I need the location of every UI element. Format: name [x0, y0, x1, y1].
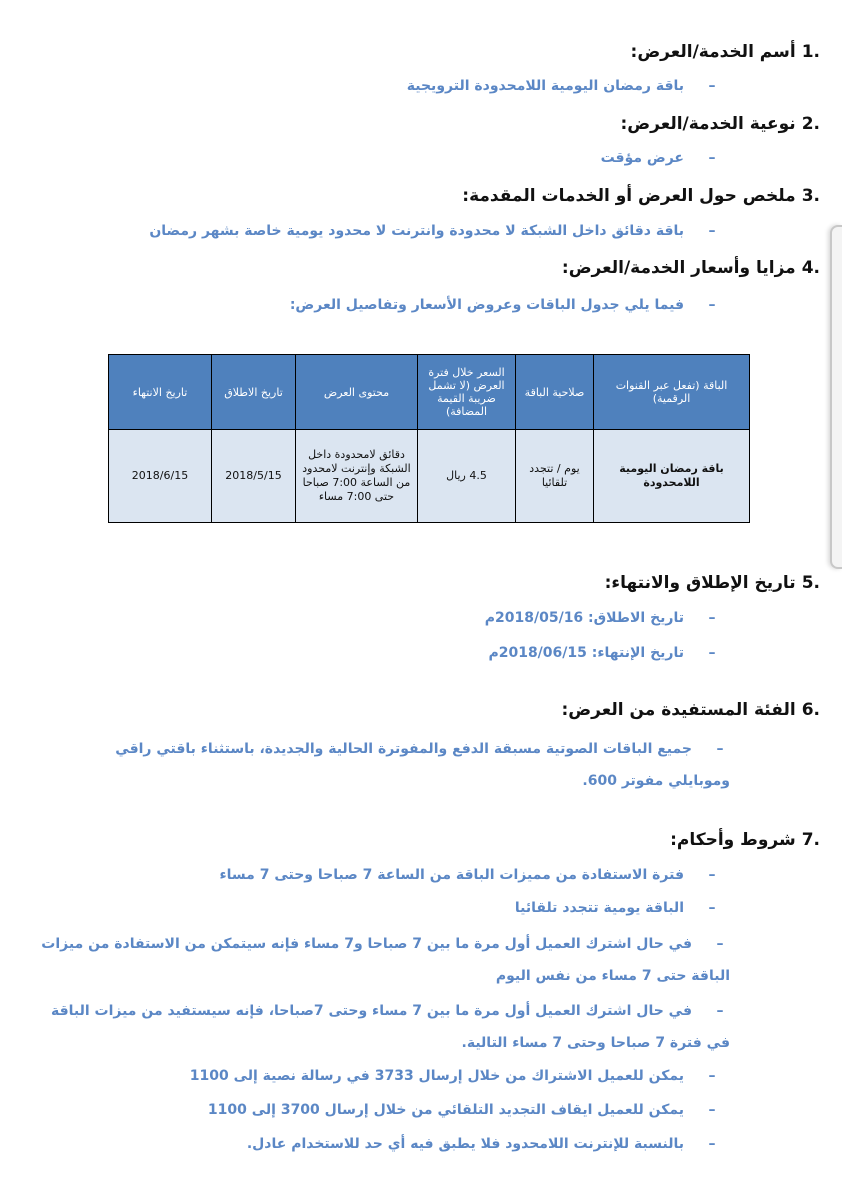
section-title: أسم الخدمة/العرض: — [630, 42, 796, 62]
list-item: –بالنسبة للإنترنت اللامحدود فلا يطبق فيه أي حد للاستخدام عادل. — [247, 1136, 722, 1152]
section-number: .5 — [801, 573, 820, 593]
dash-bullet: – — [708, 645, 716, 661]
section-number: .1 — [801, 42, 820, 62]
list-item: –الباقة يومية تتجدد تلقائيا — [515, 900, 722, 916]
list-item: –فيما يلي جدول الباقات وعروض الأسعار وتفاصيل العرض: — [290, 297, 722, 313]
dash-bullet: – — [708, 1102, 716, 1118]
table-header-cell: صلاحية الباقة — [516, 355, 594, 430]
section-7-heading — [670, 830, 820, 850]
list-item: –في حال اشترك العميل أول مرة ما بين 7 مساء وحتى 7صباحا، فإنه سيستفيد من ميزات الباقة في فترة 7 صباحا وحتى 7 مساء التالية. — [40, 995, 730, 1059]
table-header-cell: تاريخ الاطلاق — [212, 355, 296, 430]
section-number: .3 — [801, 186, 820, 206]
dash-bullet: – — [716, 741, 724, 757]
dash-bullet: – — [708, 867, 716, 883]
table-cell: يوم / تتجدد تلقائيا — [516, 430, 594, 523]
table-cell: باقة رمضان اليومية اللامحدودة — [594, 430, 750, 523]
section-2-heading — [620, 114, 820, 134]
dash-bullet: – — [708, 78, 716, 94]
offer-table — [108, 354, 750, 523]
list-item: –تاريخ الاطلاق: 2018/05/16م — [485, 610, 722, 626]
dash-bullet: – — [708, 150, 716, 166]
table-header-cell: محتوى العرض — [296, 355, 418, 430]
section-number: .6 — [801, 700, 820, 720]
section-5-heading — [605, 573, 820, 593]
section-title: الفئة المستفيدة من العرض: — [561, 700, 796, 720]
list-item: –جميع الباقات الصوتية مسبقة الدفع والمفوترة الحالية والجديدة، باستثناء باقتي راقي وموبايلي مفوتر 600. — [70, 733, 730, 797]
section-number: .2 — [801, 114, 820, 134]
table-header-cell: السعر خلال فترة العرض (لا تشمل ضريبة القيمة المضافة) — [418, 355, 516, 430]
table-cell: 2018/6/15 — [109, 430, 212, 523]
dash-bullet: – — [708, 610, 716, 626]
list-item: –في حال اشترك العميل أول مرة ما بين 7 صباحا و7 مساء فإنه سيتمكن من الاستفادة من ميزات الباقة حتى 7 مساء من نفس اليوم — [40, 928, 730, 992]
list-item: –يمكن للعميل ايقاف التجديد التلقائي من خلال إرسال 3700 إلى 1100 — [208, 1102, 722, 1118]
dash-bullet: – — [716, 936, 724, 952]
table-cell: 2018/5/15 — [212, 430, 296, 523]
dash-bullet: – — [708, 1136, 716, 1152]
list-item: –تاريخ الإنتهاء: 2018/06/15م — [488, 645, 722, 661]
list-item: –فترة الاستفادة من مميزات الباقة من الساعة 7 صباحا وحتى 7 مساء — [220, 867, 722, 883]
table-header-row — [109, 355, 750, 430]
list-item: –باقة رمضان اليومية اللامحدودة الترويجية — [407, 78, 722, 94]
dash-bullet: – — [708, 1068, 716, 1084]
section-title: شروط وأحكام: — [670, 830, 796, 850]
section-title: مزايا وأسعار الخدمة/العرض: — [561, 258, 796, 278]
table-header-cell: تاريخ الانتهاء — [109, 355, 212, 430]
section-title: نوعية الخدمة/العرض: — [620, 114, 796, 134]
table-cell: دقائق لامحدودة داخل الشبكة وإنترنت لامحدود من الساعة 7:00 صباحا حتى 7:00 مساء — [296, 430, 418, 523]
section-3-heading — [462, 186, 820, 206]
list-item: –عرض مؤقت — [601, 150, 722, 166]
page-edge-scroll-tab — [830, 225, 842, 569]
section-number: .7 — [801, 830, 820, 850]
table-cell: 4.5 ريال — [418, 430, 516, 523]
section-6-heading — [561, 700, 820, 720]
dash-bullet: – — [716, 1003, 724, 1019]
list-item: –باقة دقائق داخل الشبكة لا محدودة وانترنت لا محدود يومية خاصة بشهر رمضان — [149, 223, 722, 239]
section-4-heading — [562, 258, 820, 278]
section-title: تاريخ الإطلاق والانتهاء: — [604, 573, 796, 593]
section-number: .4 — [801, 258, 820, 278]
dash-bullet: – — [708, 297, 716, 313]
table-header-cell: الباقة (تفعل عبر القنوات الرقمية) — [594, 355, 750, 430]
section-title: ملخص حول العرض أو الخدمات المقدمة: — [462, 186, 796, 206]
list-item: –يمكن للعميل الاشتراك من خلال إرسال 3733 في رسالة نصية إلى 1100 — [190, 1068, 722, 1084]
dash-bullet: – — [708, 900, 716, 916]
dash-bullet: – — [708, 223, 716, 239]
table-row — [109, 430, 750, 523]
section-1-heading — [631, 42, 820, 62]
